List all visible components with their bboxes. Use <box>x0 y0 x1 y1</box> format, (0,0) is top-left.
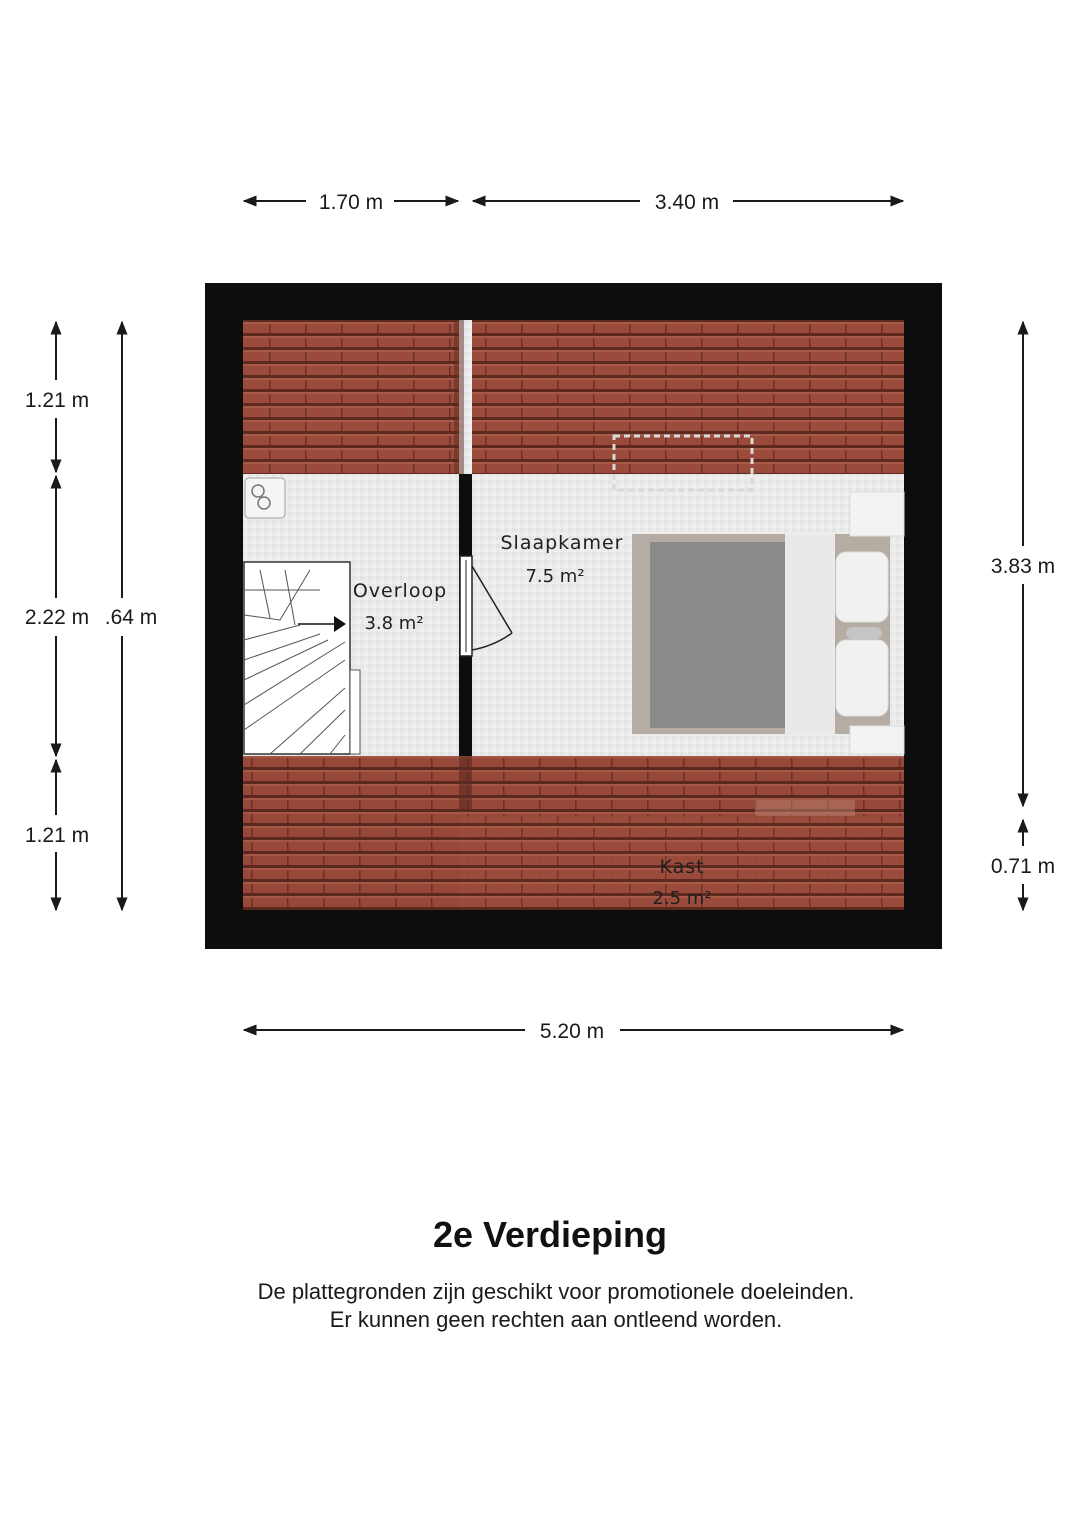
room-label-kast: Kast <box>659 856 705 878</box>
roof-top-right <box>472 320 904 474</box>
dim-left-top: 1.21 m <box>24 389 90 412</box>
floor-title: 2e Verdieping <box>432 1214 668 1255</box>
dim-left-bottom: 1.21 m <box>24 824 90 847</box>
dim-top-left: 1.70 m <box>318 191 384 214</box>
dim-right-top: 3.83 m <box>990 555 1056 578</box>
dim-right-bottom: 0.71 m <box>990 855 1056 878</box>
roof-top-left <box>243 320 459 474</box>
dim-bottom: 5.20 m <box>539 1020 605 1043</box>
room-label-overloop: Overloop <box>352 580 448 602</box>
dim-top-right: 3.40 m <box>654 191 720 214</box>
staircase <box>244 562 360 754</box>
room-area-slaapkamer: 7.5 m² <box>525 566 585 587</box>
disclaimer-line-1: De plattegronden zijn geschikt voor promotionele doeleinden. <box>257 1279 855 1304</box>
dim-left-middle: 2.22 m <box>24 606 90 629</box>
dim-left-total: .64 m <box>104 606 158 629</box>
room-area-overloop: 3.8 m² <box>364 613 424 634</box>
room-area-kast: 2.5 m² <box>652 888 712 909</box>
disclaimer-line-2: Er kunnen geen rechten aan ontleend worden. <box>329 1307 783 1332</box>
partition-wall-lower <box>459 756 472 812</box>
room-label-slaapkamer: Slaapkamer <box>500 532 624 554</box>
washbasin <box>245 478 285 518</box>
